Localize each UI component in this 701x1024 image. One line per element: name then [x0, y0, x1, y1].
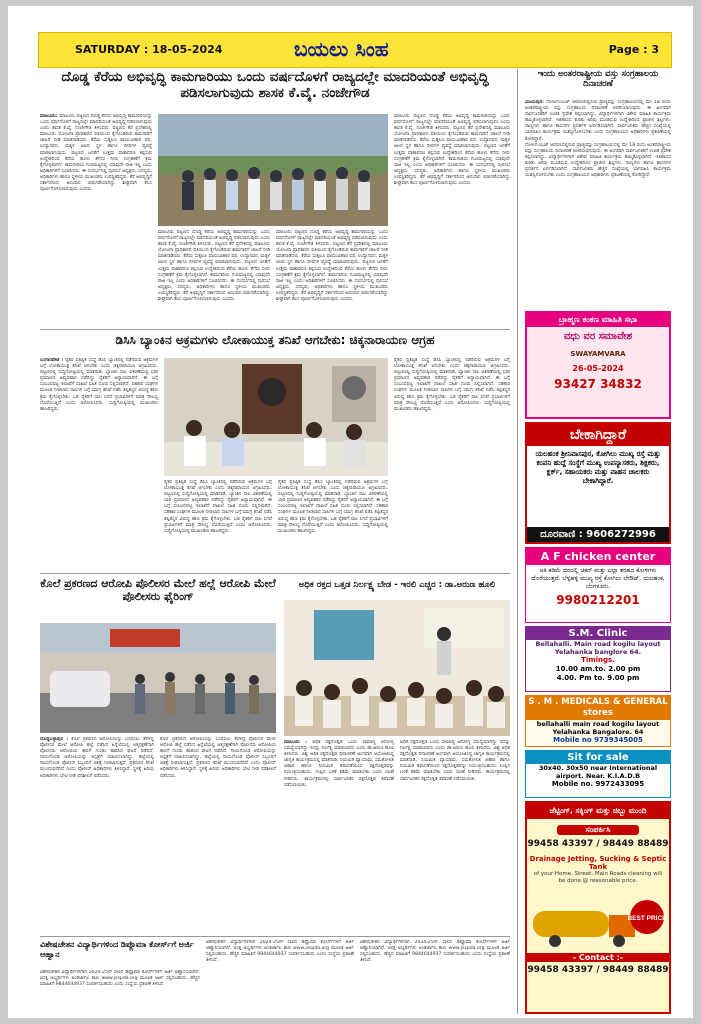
divider: [40, 936, 510, 937]
health-awareness-photo: [284, 600, 510, 736]
divider: [40, 329, 510, 330]
story4-headline: ಅಧಿಕ ರಕ್ತದ ಒತ್ತಡ ನಿರ್ಲಕ್ಷ್ಯ ಬೇಡ - ಇರಲಿ ಎಚ್ಚರ : ಡಾ.ಅರುಣ ಹೂಲಿ: [298, 580, 496, 590]
story6-dateline: ವಿಜಯಪುರ:: [525, 100, 544, 105]
story5-headline: ವಿಶೇಷಚೇತನ ವಿದ್ಯಾರ್ಥಿಗಳಿಂದ ಡಿಪ್ಲೊಮಾ ಕೋರ್ಸ್‌ಗೆ ಅರ್ಜಿ ಆಹ್ವಾನ: [40, 940, 194, 959]
lake-inspection-photo: [158, 114, 388, 226]
story3-dateline: ದೊಡ್ಡಬಳ್ಳಾಪುರ :: [40, 737, 69, 742]
drainage-ad-title: ಜೆಟ್ಟಿಂಗ್, ಸಕ್ಕಿಂಗ್ ಮತ್ತು ಚಿಬ್ಬು ಮುಂದಿ: [527, 803, 669, 819]
drainage-phone-1: 99458 43397 / 98449 88489: [527, 839, 669, 849]
story3-photo: [40, 623, 276, 733]
clinic-timings-label: Timings.: [581, 656, 615, 664]
chicken-center-ad: [525, 547, 671, 623]
clinic-evening-hours: 4.00. Pm to. 9.00 pm: [556, 674, 640, 682]
site-sale-mobile: Mobile no. 9972433095: [551, 780, 645, 788]
site-sale-title: Sit for sale: [526, 751, 670, 764]
medicals-title: S . M . MEDICALS & GENERAL stores: [526, 696, 670, 720]
wanted-ad: [525, 422, 671, 544]
clinic-address: Bellahalli. Main road kogilu layout Yelahanka banglore 64.: [535, 640, 661, 656]
story1-column-4: [394, 114, 510, 326]
story2-column-3: [278, 480, 388, 570]
drainage-tagline: of your Home, Street, Main Roads cleaning will be done @ reasonable price.: [533, 871, 663, 884]
matrimony-ad-title: ಬ್ರಾಹ್ಮಣ ಕಂಕಣ ಮಾಹಿತಿ ಸಭಾ: [527, 313, 669, 327]
site-sale-text: 30x40. 30x50 near International airport. Near. K.I.A.D.B: [538, 764, 658, 780]
story1-column-1: [40, 114, 152, 326]
matrimony-ad-brand: SWAYAMVARA: [570, 350, 626, 358]
story2-body: ರೈತರ ಪ್ರತಿಷ್ಠಿತ ಸಂಸ್ಥೆ ಡಿಸಿಸಿ ಬ್ಯಾಂಕಿನಲ್ಲಿ ನಡೆದಿರುವ ಅಕ್ರಮಗಳ ಬಗ್ಗೆ ಲೋಕಾಯುಕ್ತ ತನಿಖೆ ಆಗಬೇಕು ಎಂದು ಚಿಕ್ಕನಾರಾಯಣ ಆಗ್ರಹಿಸಿದರು. ಪಟ್ಟಣದಲ್ಲಿ ಸುದ್ದಿಗೋಷ್ಠಿಯಲ್ಲಿ ಮಾತನಾಡಿ, ಬ್ಯಾಂಕಿನ ಸಾಲ ವಿತರಣೆಯಲ್ಲಿ ಭಾರಿ ಪ್ರಮಾಣದ ಅವ್ಯವಹಾರ ನಡೆದಿದ್ದು ರೈತರಿಗೆ ಅನ್ಯಾಯವಾಗಿದೆ. ಈ ಬಗ್ಗೆ ಸಂಬಂಧಪಟ್ಟ ಇಲಾಖೆಗೆ ದಾಖಲೆ ಸಹಿತ ದೂರು ಸಲ್ಲಿಸಲಾಗಿದೆ. ಸಹಕಾರ ಸಂಘಗಳ ಮೂಲಕ ನೀಡಲಾದ ಸಾಲಗಳ ಬಗ್ಗೆ ಸಮಗ್ರ ತನಿಖೆ ನಡೆಸಿ ತಪ್ಪಿತಸ್ಥರ ವಿರುದ್ಧ ಕಠಿಣ ಕ್ರಮ ಕೈಗೊಳ್ಳಬೇಕು. ಬಡ ರೈತರಿಗೆ ಸಾಲ ಸಿಗದೆ ಪ್ರಭಾವಿಗಳಿಗೆ ಮಾತ್ರ ಸೌಲಭ್ಯ ದೊರೆಯುತ್ತಿದೆ ಎಂದು ಆರೋಪಿಸಿದರು. ಸುದ್ದಿಗೋಷ್ಠಿಯಲ್ಲಿ ಮುಖಂಡರು ಹಾಜರಿದ್ದರು.: [40, 358, 158, 412]
matrimony-ad-phone: 93427 34832: [554, 377, 642, 391]
drainage-service: Drainage Jetting, Sucking & Septic Tank: [529, 855, 667, 871]
wanted-ad-title: ಬೇಕಾಗಿದ್ದಾರೆ: [527, 424, 669, 446]
issue-date: SATURDAY : 18-05-2024: [75, 43, 223, 56]
chicken-center-title: A F chicken center: [526, 548, 670, 565]
story2-column-1: [40, 358, 158, 570]
drainage-phone-2: 99458 43397 / 98449 88489: [527, 965, 669, 975]
matrimony-ad-subtitle: ವಧು ವರ ಸಮಾವೇಶ: [563, 331, 633, 342]
story2-headline: ಡಿಸಿಸಿ ಬ್ಯಾಂಕಿನ ಅಕ್ರಮಗಳು ಲೋಕಾಯುಕ್ತ ತನಿಖೆ ಆಗಬೇಕು: ಚಿಕ್ಕನಾರಾಯಣ ಆಗ್ರಹ: [115, 333, 435, 347]
matrimony-ad: [525, 311, 671, 419]
story2-dateline: ಬಂಗಾರಪೇಟೆ :: [40, 358, 64, 363]
matrimony-ad-date: 26-05-2024: [572, 364, 624, 373]
story2-photo: [164, 358, 388, 476]
newspaper-page: [8, 6, 693, 1018]
story4-body-continued: ಅಧಿಕ ರಕ್ತದೊತ್ತಡ ಒಂದು ಸಾಮಾನ್ಯ ಆರೋಗ್ಯ ಸಮಸ್ಯೆಯಾಗಿದ್ದು ಇದನ್ನು ನಿರ್ಲಕ್ಷ್ಯ ಮಾಡಬಾರದು ಎಂದು ಡಾ.ಅರುಣ ಹೂಲಿ ತಿಳಿಸಿದರು. ವಿಶ್ವ ಅಧಿಕ ರಕ್ತದೊತ್ತಡ ದಿನಾಚರಣೆ ಅಂಗವಾಗಿ ಆಯೋಜಿಸಿದ್ದ ಜಾಗೃತಿ ಕಾರ್ಯಕ್ರಮದಲ್ಲಿ ಮಾತನಾಡಿ, ನಿಯಮಿತ ವ್ಯಾಯಾಮ, ಸಮತೋಲಿತ ಆಹಾರ ಹಾಗೂ ನಿಯಮಿತ ತಪಾಸಣೆಯಿಂದ ರಕ್ತದೊತ್ತಡವನ್ನು ನಿಯಂತ್ರಿಸಬಹುದು. ಉಪ್ಪಿನ ಬಳಕೆ ಕಡಿಮೆ ಮಾಡಬೇಕು ಎಂದು ಸಲಹೆ ನೀಡಿದರು. ಕಾರ್ಯಕ್ರಮದಲ್ಲಿ ಸಾರ್ವಜನಿಕರ ರಕ್ತದೊತ್ತಡ ತಪಾಸಣೆ ನಡೆಸಲಾಯಿತು.: [400, 740, 510, 782]
story5-column-3: [360, 940, 510, 1014]
story2-body-continued-2: ರೈತರ ಪ್ರತಿಷ್ಠಿತ ಸಂಸ್ಥೆ ಡಿಸಿಸಿ ಬ್ಯಾಂಕಿನಲ್ಲಿ ನಡೆದಿರುವ ಅಕ್ರಮಗಳ ಬಗ್ಗೆ ಲೋಕಾಯುಕ್ತ ತನಿಖೆ ಆಗಬೇಕು ಎಂದು ಚಿಕ್ಕನಾರಾಯಣ ಆಗ್ರಹಿಸಿದರು. ಪಟ್ಟಣದಲ್ಲಿ ಸುದ್ದಿಗೋಷ್ಠಿಯಲ್ಲಿ ಮಾತನಾಡಿ, ಬ್ಯಾಂಕಿನ ಸಾಲ ವಿತರಣೆಯಲ್ಲಿ ಭಾರಿ ಪ್ರಮಾಣದ ಅವ್ಯವಹಾರ ನಡೆದಿದ್ದು ರೈತರಿಗೆ ಅನ್ಯಾಯವಾಗಿದೆ. ಈ ಬಗ್ಗೆ ಸಂಬಂಧಪಟ್ಟ ಇಲಾಖೆಗೆ ದಾಖಲೆ ಸಹಿತ ದೂರು ಸಲ್ಲಿಸಲಾಗಿದೆ. ಸಹಕಾರ ಸಂಘಗಳ ಮೂಲಕ ನೀಡಲಾದ ಸಾಲಗಳ ಬಗ್ಗೆ ಸಮಗ್ರ ತನಿಖೆ ನಡೆಸಿ ತಪ್ಪಿತಸ್ಥರ ವಿರುದ್ಧ ಕಠಿಣ ಕ್ರಮ ಕೈಗೊಳ್ಳಬೇಕು. ಬಡ ರೈತರಿಗೆ ಸಾಲ ಸಿಗದೆ ಪ್ರಭಾವಿಗಳಿಗೆ ಮಾತ್ರ ಸೌಲಭ್ಯ ದೊರೆಯುತ್ತಿದೆ ಎಂದು ಆರೋಪಿಸಿದರು. ಸುದ್ದಿಗೋಷ್ಠಿಯಲ್ಲಿ ಮುಖಂಡರು ಹಾಜರಿದ್ದರು.: [278, 480, 388, 534]
story5-body-continued: ವಿಶೇಷಚೇತನ ವಿದ್ಯಾರ್ಥಿಗಳಿಗಾಗಿ 2024-25ನೇ ಸಾಲಿನ ಡಿಪ್ಲೊಮಾ ಕೋರ್ಸ್‌ಗಳಿಗೆ ಅರ್ಜಿ ಆಹ್ವಾನಿಸಲಾಗಿದೆ. ಆಸಕ್ತ ಅಭ್ಯರ್ಥಿಗಳು ಅಂತರ್ಜಾಲ ತಾಣ www.jsspda.org ಮೂಲಕ ಅರ್ಜಿ ಸಲ್ಲಿಸಬಹುದು. ಹೆಚ್ಚಿನ ಮಾಹಿತಿಗೆ 9844644937 ಸಂಪರ್ಕಿಸಬಹುದು ಎಂದು ಸಂಸ್ಥೆಯ ಪ್ರಕಟಣೆ ತಿಳಿಸಿದೆ.: [206, 940, 354, 964]
clinic-morning-hours: 10.00 am.to. 2.00 pm: [555, 665, 641, 673]
chicken-center-text: ಅತಿ ಕಡಿಮೆ ದರದಲ್ಲಿ ಚಿಕನ್ ಮತ್ತು ಎಲ್ಲಾ ತರಹದ ಕೋಳಿಗಳು ದೊರೆಯುತ್ತವೆ. ಬೆಳ್ಳಹಳ್ಳಿ ಮುಖ್ಯ ರಸ್ತೆ ಕೋಗಿಲು ಲೇಔಟ್, ಯಲಹಂಕ, ಬೆಂಗಳೂರು.: [531, 567, 665, 590]
drainage-badge: BEST PRICE: [627, 915, 667, 922]
story2-body-continued: ರೈತರ ಪ್ರತಿಷ್ಠಿತ ಸಂಸ್ಥೆ ಡಿಸಿಸಿ ಬ್ಯಾಂಕಿನಲ್ಲಿ ನಡೆದಿರುವ ಅಕ್ರಮಗಳ ಬಗ್ಗೆ ಲೋಕಾಯುಕ್ತ ತನಿಖೆ ಆಗಬೇಕು ಎಂದು ಚಿಕ್ಕನಾರಾಯಣ ಆಗ್ರಹಿಸಿದರು. ಪಟ್ಟಣದಲ್ಲಿ ಸುದ್ದಿಗೋಷ್ಠಿಯಲ್ಲಿ ಮಾತನಾಡಿ, ಬ್ಯಾಂಕಿನ ಸಾಲ ವಿತರಣೆಯಲ್ಲಿ ಭಾರಿ ಪ್ರಮಾಣದ ಅವ್ಯವಹಾರ ನಡೆದಿದ್ದು ರೈತರಿಗೆ ಅನ್ಯಾಯವಾಗಿದೆ. ಈ ಬಗ್ಗೆ ಸಂಬಂಧಪಟ್ಟ ಇಲಾಖೆಗೆ ದಾಖಲೆ ಸಹಿತ ದೂರು ಸಲ್ಲಿಸಲಾಗಿದೆ. ಸಹಕಾರ ಸಂಘಗಳ ಮೂಲಕ ನೀಡಲಾದ ಸಾಲಗಳ ಬಗ್ಗೆ ಸಮಗ್ರ ತನಿಖೆ ನಡೆಸಿ ತಪ್ಪಿತಸ್ಥರ ವಿರುದ್ಧ ಕಠಿಣ ಕ್ರಮ ಕೈಗೊಳ್ಳಬೇಕು. ಬಡ ರೈತರಿಗೆ ಸಾಲ ಸಿಗದೆ ಪ್ರಭಾವಿಗಳಿಗೆ ಮಾತ್ರ ಸೌಲಭ್ಯ ದೊರೆಯುತ್ತಿದೆ ಎಂದು ಆರೋಪಿಸಿದರು. ಸುದ್ದಿಗೋಷ್ಠಿಯಲ್ಲಿ ಮುಖಂಡರು ಹಾಜರಿದ್ದರು.: [164, 480, 272, 534]
medicals-address: bellahalli main road kogilu layout Yelahanka Bangalore. 64: [536, 720, 660, 736]
story1-body: ಮಾಲೂರು ಪಟ್ಟಣದ ದೊಡ್ಡ ಕೆರೆಯ ಅಭಿವೃದ್ಧಿ ಕಾಮಗಾರಿಯನ್ನು ಒಂದು ವರ್ಷದೊಳಗೆ ರಾಜ್ಯದಲ್ಲೇ ಮಾದರಿಯಂತೆ ಅಭಿವೃದ್ಧಿ ಪಡಿಸಲಾಗುವುದು ಎಂದು ಶಾಸಕ ಕೆ.ವೈ. ನಂಜೇಗೌಡ ತಿಳಿಸಿದರು. ಪಟ್ಟಣದ ಕೆರೆ ಪ್ರದೇಶದಲ್ಲಿ ಮಾಲೂರು ಯೋಜನಾ ಪ್ರಾಧಿಕಾರದ ವತಿಯಿಂದ ಕೈಗೊಂಡಿರುವ ಕಾಮಗಾರಿಗೆ ಚಾಲನೆ ನೀಡಿ ಮಾತನಾಡಿದರು. ಕೆರೆಯ ಸುತ್ತಲೂ ವಾಯುವಿಹಾರ ಪಥ, ಉದ್ಯಾನವನ, ಮಕ್ಕಳ ಆಟದ ಸ್ಥಳ ಹಾಗೂ ದೀಪಗಳ ವ್ಯವಸ್ಥೆ ಮಾಡಲಾಗುವುದು. ಪಟ್ಟಣದ ಜನತೆಗೆ ಉತ್ತಮ ವಾತಾವರಣ ಕಲ್ಪಿಸುವ ಉದ್ದೇಶದಿಂದ ಕೆರೆಯ ಹೂಳು ತೆಗೆದು ನೀರು ಸಂಗ್ರಹಣೆಗೆ ಕ್ರಮ ಕೈಗೊಳ್ಳಲಾಗಿದೆ. ಕಾಮಗಾರಿಯ ಗುಣಮಟ್ಟದಲ್ಲಿ ಯಾವುದೇ ರಾಜಿ ಇಲ್ಲ ಎಂದು ಅಧಿಕಾರಿಗಳಿಗೆ ಸೂಚಿಸಿದರು. ಈ ಸಂದರ್ಭದಲ್ಲಿ ಪುರಸಭೆ ಅಧ್ಯಕ್ಷರು, ಸದಸ್ಯರು, ಅಧಿಕಾರಿಗಳು ಹಾಗೂ ಸ್ಥಳೀಯ ಮುಖಂಡರು ಉಪಸ್ಥಿತರಿದ್ದರು. ಕೆರೆ ಅಭಿವೃದ್ಧಿಗೆ ಸರ್ಕಾರದಿಂದ ಅನುದಾನ ಬಿಡುಗಡೆಯಾಗಿದ್ದು ಶೀಘ್ರವಾಗಿ ಕೆಲಸ ಪೂರ್ಣಗೊಳಿಸಲಾಗುವುದು ಎಂದರು.: [40, 114, 152, 193]
story6-body-block: [525, 100, 671, 308]
medicals-ad: [525, 695, 671, 747]
wanted-ad-text: ಯಲಹಂಕ ಶ್ರೀನಿವಾಸಪುರ, ಕೋಗಿಲು ಮುಖ್ಯ ರಸ್ತೆ ಮತ್ತು ಕಂಪನಿ ಹುದ್ದೆ ಸಂಸ್ಥೆಗೆ ಮುಖ್ಯ ಉಪನ್ಯಾಸಕರು, ಶಿಕ್ಷಕರು, ಕ್ಲರ್ಕ್, ಸಹಾಯಕರು ಮತ್ತು ವಾಹನ ಚಾಲಕರು ಬೇಕಾಗಿದ್ದಾರೆ.: [535, 450, 661, 485]
story1-column-3: [276, 230, 388, 326]
drainage-contact-label-2: - Contact :-: [527, 953, 669, 962]
story1-body-continued-2: ಮಾಲೂರು ಪಟ್ಟಣದ ದೊಡ್ಡ ಕೆರೆಯ ಅಭಿವೃದ್ಧಿ ಕಾಮಗಾರಿಯನ್ನು ಒಂದು ವರ್ಷದೊಳಗೆ ರಾಜ್ಯದಲ್ಲೇ ಮಾದರಿಯಂತೆ ಅಭಿವೃದ್ಧಿ ಪಡಿಸಲಾಗುವುದು ಎಂದು ಶಾಸಕ ಕೆ.ವೈ. ನಂಜೇಗೌಡ ತಿಳಿಸಿದರು. ಪಟ್ಟಣದ ಕೆರೆ ಪ್ರದೇಶದಲ್ಲಿ ಮಾಲೂರು ಯೋಜನಾ ಪ್ರಾಧಿಕಾರದ ವತಿಯಿಂದ ಕೈಗೊಂಡಿರುವ ಕಾಮಗಾರಿಗೆ ಚಾಲನೆ ನೀಡಿ ಮಾತನಾಡಿದರು. ಕೆರೆಯ ಸುತ್ತಲೂ ವಾಯುವಿಹಾರ ಪಥ, ಉದ್ಯಾನವನ, ಮಕ್ಕಳ ಆಟದ ಸ್ಥಳ ಹಾಗೂ ದೀಪಗಳ ವ್ಯವಸ್ಥೆ ಮಾಡಲಾಗುವುದು. ಪಟ್ಟಣದ ಜನತೆಗೆ ಉತ್ತಮ ವಾತಾವರಣ ಕಲ್ಪಿಸುವ ಉದ್ದೇಶದಿಂದ ಕೆರೆಯ ಹೂಳು ತೆಗೆದು ನೀರು ಸಂಗ್ರಹಣೆಗೆ ಕ್ರಮ ಕೈಗೊಳ್ಳಲಾಗಿದೆ. ಕಾಮಗಾರಿಯ ಗುಣಮಟ್ಟದಲ್ಲಿ ಯಾವುದೇ ರಾಜಿ ಇಲ್ಲ ಎಂದು ಅಧಿಕಾರಿಗಳಿಗೆ ಸೂಚಿಸಿದರು. ಈ ಸಂದರ್ಭದಲ್ಲಿ ಪುರಸಭೆ ಅಧ್ಯಕ್ಷರು, ಸದಸ್ಯರು, ಅಧಿಕಾರಿಗಳು ಹಾಗೂ ಸ್ಥಳೀಯ ಮುಖಂಡರು ಉಪಸ್ಥಿತರಿದ್ದರು. ಕೆರೆ ಅಭಿವೃದ್ಧಿಗೆ ಸರ್ಕಾರದಿಂದ ಅನುದಾನ ಬಿಡುಗಡೆಯಾಗಿದ್ದು ಶೀಘ್ರವಾಗಿ ಕೆಲಸ ಪೂರ್ಣಗೊಳಿಸಲಾಗುವುದು ಎಂದರು.: [276, 230, 388, 303]
septic-truck-icon: [527, 889, 669, 949]
divider: [40, 573, 510, 574]
clinic-title: S.M. Clinic: [526, 627, 670, 640]
story5-body-continued-2: ವಿಶೇಷಚೇತನ ವಿದ್ಯಾರ್ಥಿಗಳಿಗಾಗಿ 2024-25ನೇ ಸಾಲಿನ ಡಿಪ್ಲೊಮಾ ಕೋರ್ಸ್‌ಗಳಿಗೆ ಅರ್ಜಿ ಆಹ್ವಾನಿಸಲಾಗಿದೆ. ಆಸಕ್ತ ಅಭ್ಯರ್ಥಿಗಳು ಅಂತರ್ಜಾಲ ತಾಣ www.jsspda.org ಮೂಲಕ ಅರ್ಜಿ ಸಲ್ಲಿಸಬಹುದು. ಹೆಚ್ಚಿನ ಮಾಹಿತಿಗೆ 9844644937 ಸಂಪರ್ಕಿಸಬಹುದು ಎಂದು ಸಂಸ್ಥೆಯ ಪ್ರಕಟಣೆ ತಿಳಿಸಿದೆ.: [360, 940, 510, 964]
story1-body-continued: ಮಾಲೂರು ಪಟ್ಟಣದ ದೊಡ್ಡ ಕೆರೆಯ ಅಭಿವೃದ್ಧಿ ಕಾಮಗಾರಿಯನ್ನು ಒಂದು ವರ್ಷದೊಳಗೆ ರಾಜ್ಯದಲ್ಲೇ ಮಾದರಿಯಂತೆ ಅಭಿವೃದ್ಧಿ ಪಡಿಸಲಾಗುವುದು ಎಂದು ಶಾಸಕ ಕೆ.ವೈ. ನಂಜೇಗೌಡ ತಿಳಿಸಿದರು. ಪಟ್ಟಣದ ಕೆರೆ ಪ್ರದೇಶದಲ್ಲಿ ಮಾಲೂರು ಯೋಜನಾ ಪ್ರಾಧಿಕಾರದ ವತಿಯಿಂದ ಕೈಗೊಂಡಿರುವ ಕಾಮಗಾರಿಗೆ ಚಾಲನೆ ನೀಡಿ ಮಾತನಾಡಿದರು. ಕೆರೆಯ ಸುತ್ತಲೂ ವಾಯುವಿಹಾರ ಪಥ, ಉದ್ಯಾನವನ, ಮಕ್ಕಳ ಆಟದ ಸ್ಥಳ ಹಾಗೂ ದೀಪಗಳ ವ್ಯವಸ್ಥೆ ಮಾಡಲಾಗುವುದು. ಪಟ್ಟಣದ ಜನತೆಗೆ ಉತ್ತಮ ವಾತಾವರಣ ಕಲ್ಪಿಸುವ ಉದ್ದೇಶದಿಂದ ಕೆರೆಯ ಹೂಳು ತೆಗೆದು ನೀರು ಸಂಗ್ರಹಣೆಗೆ ಕ್ರಮ ಕೈಗೊಳ್ಳಲಾಗಿದೆ. ಕಾಮಗಾರಿಯ ಗುಣಮಟ್ಟದಲ್ಲಿ ಯಾವುದೇ ರಾಜಿ ಇಲ್ಲ ಎಂದು ಅಧಿಕಾರಿಗಳಿಗೆ ಸೂಚಿಸಿದರು. ಈ ಸಂದರ್ಭದಲ್ಲಿ ಪುರಸಭೆ ಅಧ್ಯಕ್ಷರು, ಸದಸ್ಯರು, ಅಧಿಕಾರಿಗಳು ಹಾಗೂ ಸ್ಥಳೀಯ ಮುಖಂಡರು ಉಪಸ್ಥಿತರಿದ್ದರು. ಕೆರೆ ಅಭಿವೃದ್ಧಿಗೆ ಸರ್ಕಾರದಿಂದ ಅನುದಾನ ಬಿಡುಗಡೆಯಾಗಿದ್ದು ಶೀಘ್ರವಾಗಿ ಕೆಲಸ ಪೂರ್ಣಗೊಳಿಸಲಾಗುವುದು ಎಂದರು.: [158, 230, 270, 303]
story2-column-2: [164, 480, 272, 570]
story2-column-4: [394, 358, 510, 570]
column-divider: [517, 69, 518, 1014]
story4-dateline: ಮಾಲೂರು :: [284, 740, 308, 745]
story1-dateline: ಮಾಲೂರು:: [40, 114, 58, 119]
story3-column-1: [40, 737, 154, 933]
story2-body-continued-3: ರೈತರ ಪ್ರತಿಷ್ಠಿತ ಸಂಸ್ಥೆ ಡಿಸಿಸಿ ಬ್ಯಾಂಕಿನಲ್ಲಿ ನಡೆದಿರುವ ಅಕ್ರಮಗಳ ಬಗ್ಗೆ ಲೋಕಾಯುಕ್ತ ತನಿಖೆ ಆಗಬೇಕು ಎಂದು ಚಿಕ್ಕನಾರಾಯಣ ಆಗ್ರಹಿಸಿದರು. ಪಟ್ಟಣದಲ್ಲಿ ಸುದ್ದಿಗೋಷ್ಠಿಯಲ್ಲಿ ಮಾತನಾಡಿ, ಬ್ಯಾಂಕಿನ ಸಾಲ ವಿತರಣೆಯಲ್ಲಿ ಭಾರಿ ಪ್ರಮಾಣದ ಅವ್ಯವಹಾರ ನಡೆದಿದ್ದು ರೈತರಿಗೆ ಅನ್ಯಾಯವಾಗಿದೆ. ಈ ಬಗ್ಗೆ ಸಂಬಂಧಪಟ್ಟ ಇಲಾಖೆಗೆ ದಾಖಲೆ ಸಹಿತ ದೂರು ಸಲ್ಲಿಸಲಾಗಿದೆ. ಸಹಕಾರ ಸಂಘಗಳ ಮೂಲಕ ನೀಡಲಾದ ಸಾಲಗಳ ಬಗ್ಗೆ ಸಮಗ್ರ ತನಿಖೆ ನಡೆಸಿ ತಪ್ಪಿತಸ್ಥರ ವಿರುದ್ಧ ಕಠಿಣ ಕ್ರಮ ಕೈಗೊಳ್ಳಬೇಕು. ಬಡ ರೈತರಿಗೆ ಸಾಲ ಸಿಗದೆ ಪ್ರಭಾವಿಗಳಿಗೆ ಮಾತ್ರ ಸೌಲಭ್ಯ ದೊರೆಯುತ್ತಿದೆ ಎಂದು ಆರೋಪಿಸಿದರು. ಸುದ್ದಿಗೋಷ್ಠಿಯಲ್ಲಿ ಮುಖಂಡರು ಹಾಜರಿದ್ದರು.: [394, 358, 510, 412]
story3-body: ಕೊಲೆ ಪ್ರಕರಣದ ಆರೋಪಿಯನ್ನು ಬಂಧಿಸಲು ತೆರಳಿದ್ದ ಪೊಲೀಸರ ಮೇಲೆ ಆರೋಪಿ ಹಲ್ಲೆ ನಡೆಸಿದ ಹಿನ್ನೆಲೆಯಲ್ಲಿ ಆತ್ಮರಕ್ಷಣೆಗಾಗಿ ಪೊಲೀಸರು ಆರೋಪಿಯ ಕಾಲಿಗೆ ಗುಂಡು ಹಾರಿಸಿದ ಘಟನೆ ನಡೆದಿದೆ. ಗಾಯಗೊಂಡ ಆರೋಪಿಯನ್ನು ಆಸ್ಪತ್ರೆಗೆ ದಾಖಲಿಸಲಾಗಿದ್ದು, ಹಲ್ಲೆಯಲ್ಲಿ ಗಾಯಗೊಂಡ ಪೊಲೀಸ್ ಸಿಬ್ಬಂದಿಗೆ ಚಿಕಿತ್ಸೆ ನೀಡಲಾಗುತ್ತಿದೆ. ಪ್ರಕರಣದ ತನಿಖೆ ಮುಂದುವರೆದಿದೆ ಎಂದು ಪೊಲೀಸ್ ಅಧಿಕಾರಿಗಳು ತಿಳಿಸಿದ್ದಾರೆ. ಸ್ಥಳಕ್ಕೆ ಹಿರಿಯ ಅಧಿಕಾರಿಗಳು ಭೇಟಿ ನೀಡಿ ಪರಿಶೀಲನೆ ನಡೆಸಿದರು.: [40, 737, 154, 779]
story1-column-2: [158, 230, 270, 326]
story1-body-continued-3: ಮಾಲೂರು ಪಟ್ಟಣದ ದೊಡ್ಡ ಕೆರೆಯ ಅಭಿವೃದ್ಧಿ ಕಾಮಗಾರಿಯನ್ನು ಒಂದು ವರ್ಷದೊಳಗೆ ರಾಜ್ಯದಲ್ಲೇ ಮಾದರಿಯಂತೆ ಅಭಿವೃದ್ಧಿ ಪಡಿಸಲಾಗುವುದು ಎಂದು ಶಾಸಕ ಕೆ.ವೈ. ನಂಜೇಗೌಡ ತಿಳಿಸಿದರು. ಪಟ್ಟಣದ ಕೆರೆ ಪ್ರದೇಶದಲ್ಲಿ ಮಾಲೂರು ಯೋಜನಾ ಪ್ರಾಧಿಕಾರದ ವತಿಯಿಂದ ಕೈಗೊಂಡಿರುವ ಕಾಮಗಾರಿಗೆ ಚಾಲನೆ ನೀಡಿ ಮಾತನಾಡಿದರು. ಕೆರೆಯ ಸುತ್ತಲೂ ವಾಯುವಿಹಾರ ಪಥ, ಉದ್ಯಾನವನ, ಮಕ್ಕಳ ಆಟದ ಸ್ಥಳ ಹಾಗೂ ದೀಪಗಳ ವ್ಯವಸ್ಥೆ ಮಾಡಲಾಗುವುದು. ಪಟ್ಟಣದ ಜನತೆಗೆ ಉತ್ತಮ ವಾತಾವರಣ ಕಲ್ಪಿಸುವ ಉದ್ದೇಶದಿಂದ ಕೆರೆಯ ಹೂಳು ತೆಗೆದು ನೀರು ಸಂಗ್ರಹಣೆಗೆ ಕ್ರಮ ಕೈಗೊಳ್ಳಲಾಗಿದೆ. ಕಾಮಗಾರಿಯ ಗುಣಮಟ್ಟದಲ್ಲಿ ಯಾವುದೇ ರಾಜಿ ಇಲ್ಲ ಎಂದು ಅಧಿಕಾರಿಗಳಿಗೆ ಸೂಚಿಸಿದರು. ಈ ಸಂದರ್ಭದಲ್ಲಿ ಪುರಸಭೆ ಅಧ್ಯಕ್ಷರು, ಸದಸ್ಯರು, ಅಧಿಕಾರಿಗಳು ಹಾಗೂ ಸ್ಥಳೀಯ ಮುಖಂಡರು ಉಪಸ್ಥಿತರಿದ್ದರು. ಕೆರೆ ಅಭಿವೃದ್ಧಿಗೆ ಸರ್ಕಾರದಿಂದ ಅನುದಾನ ಬಿಡುಗಡೆಯಾಗಿದ್ದು ಶೀಘ್ರವಾಗಿ ಕೆಲಸ ಪೂರ್ಣಗೊಳಿಸಲಾಗುವುದು ಎಂದರು.: [394, 114, 510, 187]
story3-headline: ಕೊಲೆ ಪ್ರಕರಣದ ಆರೋಪಿ ಪೊಲೀಸರ ಮೇಲೆ ಹಲ್ಲೆ ಆರೋಪಿ ಮೇಲೆ ಪೊಲೀಸರು ಫೈರಿಂಗ್: [40, 577, 276, 604]
story3-column-2: [160, 737, 276, 933]
story6-body: ಗೋಲಗುಂಬಜ್ ಆವರಣದಲ್ಲಿರುವ ಪ್ರಾಚ್ಯವಸ್ತು ಸಂಗ್ರಹಾಲಯದಲ್ಲಿ ಮೇ 18 ರಂದು ಅಂತರರಾಷ್ಟ್ರೀಯ ವಸ್ತು ಸಂಗ್ರಹಾಲಯ ದಿನಾಚರಣೆ ಆಚರಿಸಲಾಗುವುದು. ಈ ಅಂಗವಾಗಿ ಸಾರ್ವಜನಿಕರಿಗೆ ಉಚಿತ ಪ್ರವೇಶ ಕಲ್ಪಿಸಲಾಗಿದ್ದು, ವಿದ್ಯಾರ್ಥಿಗಳಿಗಾಗಿ ವಿಶೇಷ ಮಾಹಿತಿ ಕಾರ್ಯಕ್ರಮ ಹಮ್ಮಿಕೊಳ್ಳಲಾಗಿದೆ. ಇತಿಹಾಸದ ಕುರಿತು ಅರಿವು ಮೂಡಿಸುವ ಉದ್ದೇಶದಿಂದ ಪ್ರಾಚೀನ ಶಿಲ್ಪಗಳು, ನಾಣ್ಯಗಳು ಹಾಗೂ ಶಾಸನಗಳ ಪ್ರದರ್ಶನ ಏರ್ಪಡಿಸಲಾಗಿದೆ. ಸಾರ್ವಜನಿಕರು ಹೆಚ್ಚಿನ ಸಂಖ್ಯೆಯಲ್ಲಿ ಭಾಗವಹಿಸಿ ಕಾರ್ಯಕ್ರಮ ಯಶಸ್ವಿಗೊಳಿಸಬೇಕು ಎಂದು ಸಂಗ್ರಹಾಲಯದ ಅಧಿಕಾರಿಗಳು ಪ್ರಕಟಣೆಯಲ್ಲಿ ಕೋರಿದ್ದಾರೆ.: [525, 100, 671, 142]
story6-headline: ಇಂದು ಅಂತರರಾಷ್ಟ್ರೀಯ ವಸ್ತು ಸಂಗ್ರಹಾಲಯ ದಿನಾಚರಣೆ: [537, 69, 659, 90]
story1-headline: ದೊಡ್ಡ ಕೆರೆಯ ಅಭಿವೃದ್ಧಿ ಕಾಮಗಾರಿಯು ಒಂದು ವರ್ಷದೊಳಗೆ ರಾಜ್ಯದಲ್ಲೇ ಮಾದರಿಯಂತೆ ಅಭಿವೃದ್ಧಿ ಪಡಿಸಲಾಗುವುದು ಶಾಸಕ ಕೆ.ವೈ. ನಂಜೇಗೌಡ: [61, 69, 489, 102]
drainage-ad: [525, 801, 671, 1014]
story4-body: ಅಧಿಕ ರಕ್ತದೊತ್ತಡ ಒಂದು ಸಾಮಾನ್ಯ ಆರೋಗ್ಯ ಸಮಸ್ಯೆಯಾಗಿದ್ದು ಇದನ್ನು ನಿರ್ಲಕ್ಷ್ಯ ಮಾಡಬಾರದು ಎಂದು ಡಾ.ಅರುಣ ಹೂಲಿ ತಿಳಿಸಿದರು. ವಿಶ್ವ ಅಧಿಕ ರಕ್ತದೊತ್ತಡ ದಿನಾಚರಣೆ ಅಂಗವಾಗಿ ಆಯೋಜಿಸಿದ್ದ ಜಾಗೃತಿ ಕಾರ್ಯಕ್ರಮದಲ್ಲಿ ಮಾತನಾಡಿ, ನಿಯಮಿತ ವ್ಯಾಯಾಮ, ಸಮತೋಲಿತ ಆಹಾರ ಹಾಗೂ ನಿಯಮಿತ ತಪಾಸಣೆಯಿಂದ ರಕ್ತದೊತ್ತಡವನ್ನು ನಿಯಂತ್ರಿಸಬಹುದು. ಉಪ್ಪಿನ ಬಳಕೆ ಕಡಿಮೆ ಮಾಡಬೇಕು ಎಂದು ಸಲಹೆ ನೀಡಿದರು. ಕಾರ್ಯಕ್ರಮದಲ್ಲಿ ಸಾರ್ವಜನಿಕರ ರಕ್ತದೊತ್ತಡ ತಪಾಸಣೆ ನಡೆಸಲಾಯಿತು.: [284, 740, 394, 788]
story4-photo: [284, 600, 510, 736]
wanted-ad-contact: ದೂರವಾಣಿ : 9606272996: [527, 527, 669, 542]
story4-column-1: [284, 740, 394, 933]
story1-photo: [158, 114, 388, 226]
site-sale-ad: [525, 750, 671, 798]
masthead: [38, 32, 672, 68]
press-meet-photo: [164, 358, 388, 476]
story5-column-1: [40, 970, 200, 1014]
newspaper-title: ಬಯಲು ಸಿಂಹ: [294, 37, 389, 61]
police-station-photo: [40, 623, 276, 733]
drainage-contact-label: ಸಂಪರ್ಕಿಸಿ: [557, 825, 639, 835]
story5-body: ವಿಶೇಷಚೇತನ ವಿದ್ಯಾರ್ಥಿಗಳಿಗಾಗಿ 2024-25ನೇ ಸಾಲಿನ ಡಿಪ್ಲೊಮಾ ಕೋರ್ಸ್‌ಗಳಿಗೆ ಅರ್ಜಿ ಆಹ್ವಾನಿಸಲಾಗಿದೆ. ಆಸಕ್ತ ಅಭ್ಯರ್ಥಿಗಳು ಅಂತರ್ಜಾಲ ತಾಣ www.jsspda.org ಮೂಲಕ ಅರ್ಜಿ ಸಲ್ಲಿಸಬಹುದು. ಹೆಚ್ಚಿನ ಮಾಹಿತಿಗೆ 9844644937 ಸಂಪರ್ಕಿಸಬಹುದು ಎಂದು ಸಂಸ್ಥೆಯ ಪ್ರಕಟಣೆ ತಿಳಿಸಿದೆ.: [40, 970, 200, 988]
page-number: Page : 3: [608, 43, 659, 56]
story3-body-continued: ಕೊಲೆ ಪ್ರಕರಣದ ಆರೋಪಿಯನ್ನು ಬಂಧಿಸಲು ತೆರಳಿದ್ದ ಪೊಲೀಸರ ಮೇಲೆ ಆರೋಪಿ ಹಲ್ಲೆ ನಡೆಸಿದ ಹಿನ್ನೆಲೆಯಲ್ಲಿ ಆತ್ಮರಕ್ಷಣೆಗಾಗಿ ಪೊಲೀಸರು ಆರೋಪಿಯ ಕಾಲಿಗೆ ಗುಂಡು ಹಾರಿಸಿದ ಘಟನೆ ನಡೆದಿದೆ. ಗಾಯಗೊಂಡ ಆರೋಪಿಯನ್ನು ಆಸ್ಪತ್ರೆಗೆ ದಾಖಲಿಸಲಾಗಿದ್ದು, ಹಲ್ಲೆಯಲ್ಲಿ ಗಾಯಗೊಂಡ ಪೊಲೀಸ್ ಸಿಬ್ಬಂದಿಗೆ ಚಿಕಿತ್ಸೆ ನೀಡಲಾಗುತ್ತಿದೆ. ಪ್ರಕರಣದ ತನಿಖೆ ಮುಂದುವರೆದಿದೆ ಎಂದು ಪೊಲೀಸ್ ಅಧಿಕಾರಿಗಳು ತಿಳಿಸಿದ್ದಾರೆ. ಸ್ಥಳಕ್ಕೆ ಹಿರಿಯ ಅಧಿಕಾರಿಗಳು ಭೇಟಿ ನೀಡಿ ಪರಿಶೀಲನೆ ನಡೆಸಿದರು.: [160, 737, 276, 779]
story6-body-continued: ಗೋಲಗುಂಬಜ್ ಆವರಣದಲ್ಲಿರುವ ಪ್ರಾಚ್ಯವಸ್ತು ಸಂಗ್ರಹಾಲಯದಲ್ಲಿ ಮೇ 18 ರಂದು ಅಂತರರಾಷ್ಟ್ರೀಯ ವಸ್ತು ಸಂಗ್ರಹಾಲಯ ದಿನಾಚರಣೆ ಆಚರಿಸಲಾಗುವುದು. ಈ ಅಂಗವಾಗಿ ಸಾರ್ವಜನಿಕರಿಗೆ ಉಚಿತ ಪ್ರವೇಶ ಕಲ್ಪಿಸಲಾಗಿದ್ದು, ವಿದ್ಯಾರ್ಥಿಗಳಿಗಾಗಿ ವಿಶೇಷ ಮಾಹಿತಿ ಕಾರ್ಯಕ್ರಮ ಹಮ್ಮಿಕೊಳ್ಳಲಾಗಿದೆ. ಇತಿಹಾಸದ ಕುರಿತು ಅರಿವು ಮೂಡಿಸುವ ಉದ್ದೇಶದಿಂದ ಪ್ರಾಚೀನ ಶಿಲ್ಪಗಳು, ನಾಣ್ಯಗಳು ಹಾಗೂ ಶಾಸನಗಳ ಪ್ರದರ್ಶನ ಏರ್ಪಡಿಸಲಾಗಿದೆ. ಸಾರ್ವಜನಿಕರು ಹೆಚ್ಚಿನ ಸಂಖ್ಯೆಯಲ್ಲಿ ಭಾಗವಹಿಸಿ ಕಾರ್ಯಕ್ರಮ ಯಶಸ್ವಿಗೊಳಿಸಬೇಕು ಎಂದು ಸಂಗ್ರಹಾಲಯದ ಅಧಿಕಾರಿಗಳು ಪ್ರಕಟಣೆಯಲ್ಲಿ ಕೋರಿದ್ದಾರೆ.: [525, 142, 671, 179]
clinic-ad: [525, 626, 671, 692]
chicken-center-phone: 9980212201: [556, 593, 640, 607]
story4-column-2: [400, 740, 510, 933]
story5-column-2: [206, 940, 354, 1014]
medicals-mobile: Mobile no 9739345005: [553, 736, 643, 744]
